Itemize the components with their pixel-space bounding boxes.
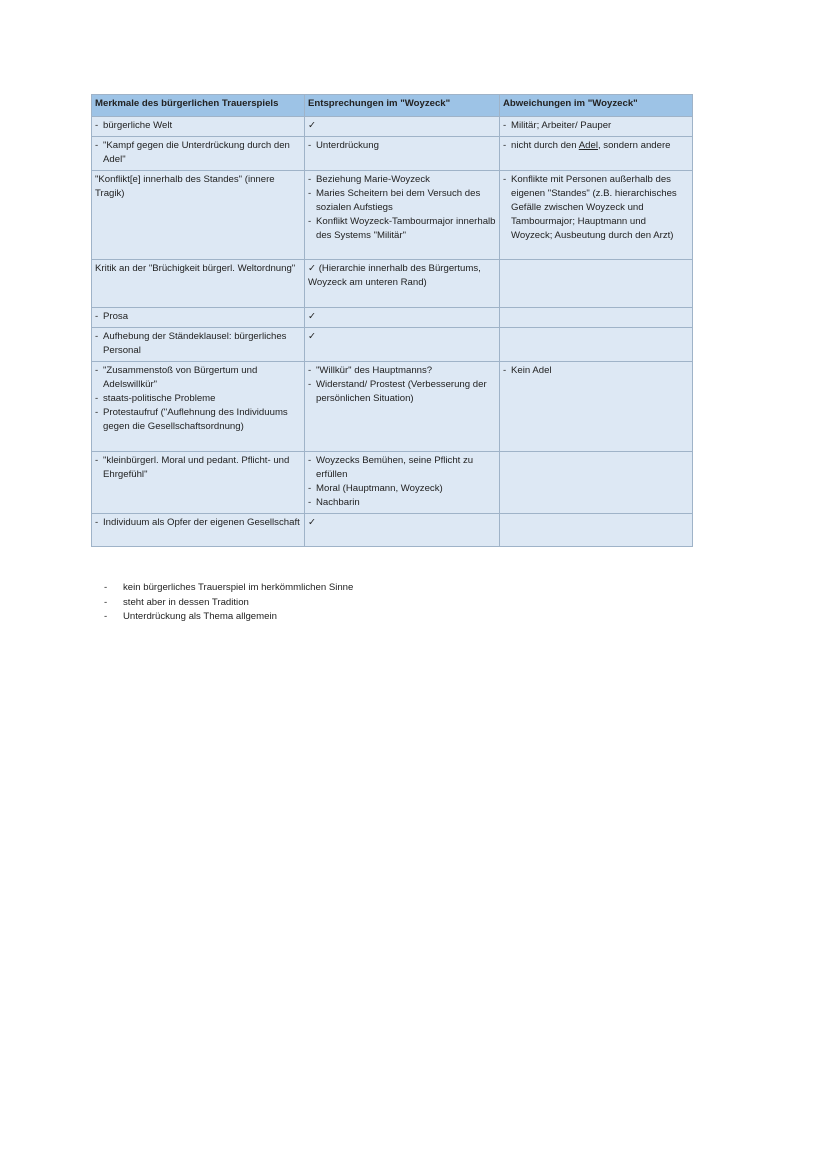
- cell-text: Beziehung Marie-Woyzeck: [316, 174, 430, 185]
- cell-item: [308, 187, 496, 215]
- cell-item: [95, 516, 301, 530]
- cell-item: [95, 119, 301, 133]
- bullet-dash: -: [308, 365, 312, 376]
- cell-item: [308, 262, 496, 290]
- cell-item: [308, 139, 496, 153]
- merkmal-cell: [92, 308, 305, 328]
- abweichung-cell: [500, 171, 693, 260]
- list-item-text: kein bürgerliches Trauerspiel im herkömmlichen Sinne: [123, 582, 354, 593]
- bullet-dash: -: [503, 120, 507, 131]
- merkmal-cell: [92, 260, 305, 308]
- cell-text: "Konflikt[e] innerhalb des Standes" (innere Tragik): [95, 174, 275, 199]
- bullet-dash: -: [104, 582, 108, 593]
- bullet-dash: -: [95, 393, 99, 404]
- bullet-dash: -: [308, 188, 312, 199]
- cell-item: [95, 262, 301, 276]
- cell-item: [308, 119, 496, 133]
- table-row: [92, 117, 693, 137]
- bullet-dash: -: [503, 140, 507, 151]
- cell-item: [308, 482, 496, 496]
- cell-text: staats-politische Probleme: [103, 393, 216, 404]
- checkmark-text: ✓ (Hierarchie innerhalb des Bürgertums, Woyzeck am unteren Rand): [308, 263, 481, 288]
- cell-text: Individuum als Opfer der eigenen Gesellschaft: [103, 517, 300, 528]
- cell-item: [95, 139, 301, 167]
- checkmark-text: ✓: [308, 331, 317, 342]
- bullet-dash: -: [308, 216, 312, 227]
- checkmark-text: ✓: [308, 517, 317, 528]
- merkmal-cell: [92, 452, 305, 514]
- abweichung-cell: [500, 328, 693, 362]
- bullet-dash: -: [95, 517, 99, 528]
- cell-item: [308, 173, 496, 187]
- cell-item: [95, 173, 301, 201]
- entsprechung-cell: [305, 137, 500, 171]
- cell-text: Aufhebung der Ständeklausel: bürgerliches Personal: [103, 331, 287, 356]
- cell-item: [308, 496, 496, 510]
- cell-text: "kleinbürgerl. Moral und pedant. Pflicht- und Ehrgefühl": [103, 455, 290, 480]
- list-item-text: Unterdrückung als Thema allgemein: [123, 611, 277, 622]
- table-row: [92, 171, 693, 260]
- cell-item: [308, 454, 496, 482]
- list-item: [104, 596, 353, 611]
- cell-text: "Willkür" des Hauptmanns?: [316, 365, 433, 376]
- bullet-dash: -: [503, 365, 507, 376]
- cell-text: "Kampf gegen die Unterdrückung durch den Adel": [103, 140, 290, 165]
- cell-item: [95, 364, 301, 392]
- header-entsprechungen: Entsprechungen im "Woyzeck": [305, 95, 500, 117]
- abweichung-cell: [500, 362, 693, 452]
- comparison-table: [91, 94, 693, 547]
- bullet-dash: -: [308, 497, 312, 508]
- cell-text: Konflikt Woyzeck-Tambourmajor innerhalb des Systems "Militär": [316, 216, 496, 241]
- cell-item: [308, 215, 496, 243]
- cell-item: [308, 364, 496, 378]
- abweichung-cell: [500, 452, 693, 514]
- cell-text: bürgerliche Welt: [103, 120, 173, 131]
- table-header-row: [92, 95, 693, 117]
- cell-item: [95, 330, 301, 358]
- table-row: [92, 362, 693, 452]
- entsprechung-cell: [305, 260, 500, 308]
- cell-text: Militär; Arbeiter/ Pauper: [511, 120, 612, 131]
- abweichung-cell: [500, 514, 693, 547]
- cell-item: [95, 392, 301, 406]
- cell-text: Nachbarin: [316, 497, 360, 508]
- merkmal-cell: [92, 328, 305, 362]
- bullet-dash: -: [308, 483, 312, 494]
- bullet-dash: -: [95, 140, 99, 151]
- bullet-dash: -: [95, 455, 99, 466]
- cell-text: Konflikte mit Personen außerhalb des eigenen "Standes" (z.B. hierarchisches Gefälle zwischen Woyzeck und Tambourmajor; Hauptmann und Woyzeck; Ausbeutung durch den Arzt): [511, 174, 677, 241]
- cell-text: Woyzecks Bemühen, seine Pflicht zu erfüllen: [316, 455, 474, 480]
- cell-text: Prosa: [103, 311, 129, 322]
- bullet-dash: -: [104, 611, 108, 622]
- cell-text: Kein Adel: [511, 365, 552, 376]
- bullet-dash: -: [95, 311, 99, 322]
- bullet-dash: -: [95, 331, 99, 342]
- table-row: [92, 308, 693, 328]
- cell-item: [503, 139, 689, 153]
- bullet-dash: -: [95, 407, 99, 418]
- cell-item: [95, 310, 301, 324]
- list-item-text: steht aber in dessen Tradition: [123, 596, 249, 608]
- cell-item: [308, 330, 496, 344]
- cell-item: [308, 516, 496, 530]
- table-row: [92, 452, 693, 514]
- checkmark-text: ✓: [308, 311, 317, 322]
- cell-text: Maries Scheitern bei dem Versuch des sozialen Aufstiegs: [316, 188, 481, 213]
- table-row: [92, 514, 693, 547]
- list-item: [104, 581, 353, 596]
- merkmal-cell: [92, 514, 305, 547]
- merkmal-cell: [92, 171, 305, 260]
- list-item: [104, 610, 353, 625]
- cell-text: nicht durch den Adel, sondern andere: [511, 140, 671, 151]
- cell-item: [95, 406, 301, 434]
- cell-text: "Zusammenstoß von Bürgertum und Adelswillkür": [103, 365, 258, 390]
- bullet-dash: -: [104, 596, 108, 608]
- cell-text: Unterdrückung: [316, 140, 379, 151]
- bullet-dash: -: [308, 174, 312, 185]
- checkmark-text: ✓: [308, 120, 317, 131]
- merkmal-cell: [92, 137, 305, 171]
- cell-item: [308, 378, 496, 406]
- merkmal-cell: [92, 362, 305, 452]
- bullet-dash: -: [308, 140, 312, 151]
- merkmal-cell: [92, 117, 305, 137]
- bullet-dash: -: [308, 455, 312, 466]
- conclusion-list: [104, 581, 353, 625]
- table-row: [92, 260, 693, 308]
- bullet-dash: -: [95, 365, 99, 376]
- cell-item: [95, 454, 301, 482]
- table-row: [92, 137, 693, 171]
- header-merkmale: Merkmale des bürgerlichen Trauerspiels: [92, 95, 305, 117]
- cell-text: Widerstand/ Prostest (Verbesserung der persönlichen Situation): [316, 379, 487, 404]
- cell-text: Protestaufruf ("Auflehnung des Individuums gegen die Gesellschaftsordnung): [103, 407, 288, 432]
- header-abweichungen: Abweichungen im "Woyzeck": [500, 95, 693, 117]
- abweichung-cell: [500, 137, 693, 171]
- abweichung-cell: [500, 260, 693, 308]
- cell-item: [503, 119, 689, 133]
- bullet-dash: -: [95, 120, 99, 131]
- entsprechung-cell: [305, 171, 500, 260]
- entsprechung-cell: [305, 452, 500, 514]
- bullet-dash: -: [308, 379, 312, 390]
- entsprechung-cell: [305, 328, 500, 362]
- cell-text: Moral (Hauptmann, Woyzeck): [316, 483, 443, 494]
- cell-text: Kritik an der "Brüchigkeit bürgerl. Weltordnung": [95, 263, 296, 274]
- cell-item: [308, 310, 496, 324]
- entsprechung-cell: [305, 308, 500, 328]
- table-row: [92, 328, 693, 362]
- entsprechung-cell: [305, 117, 500, 137]
- entsprechung-cell: [305, 362, 500, 452]
- cell-item: [503, 173, 689, 243]
- bullet-dash: -: [503, 174, 507, 185]
- abweichung-cell: [500, 308, 693, 328]
- cell-item: [503, 364, 689, 378]
- entsprechung-cell: [305, 514, 500, 547]
- abweichung-cell: [500, 117, 693, 137]
